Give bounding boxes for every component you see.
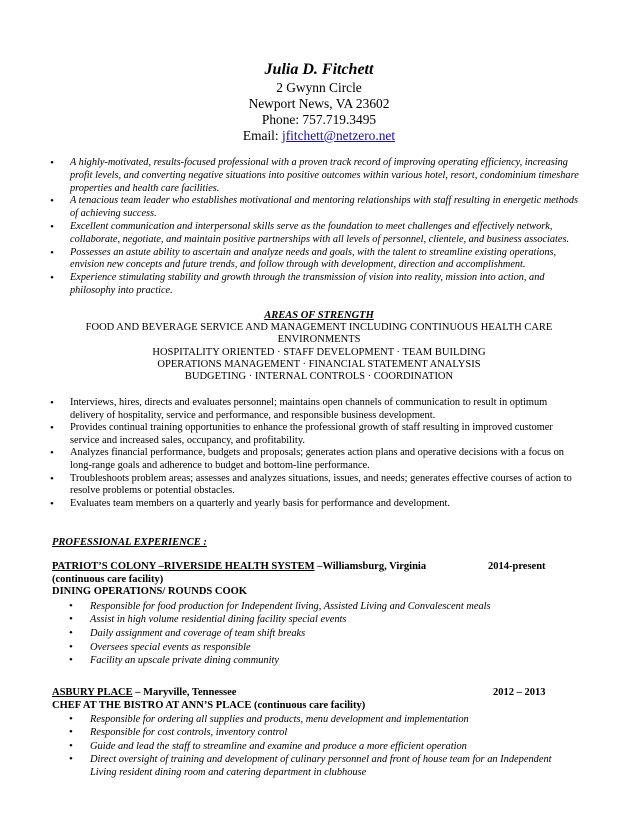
summary-item: • Experience stimulating stability and growth through the transmission of vision into reality, mission into action, and philosophy into practice. [70, 272, 585, 298]
company-name: ASBURY PLACE [52, 687, 133, 698]
address-line-1: 2 Gwynn Circle [276, 80, 362, 95]
job-bullets [90, 713, 572, 779]
job-bullet: • Facility an upscale private dining community [90, 654, 572, 668]
job-header [52, 561, 572, 574]
job-entry [52, 561, 572, 668]
duty-item: • Provides continual training opportunities to enhance the professional growth of staff resulting in improved customer service and increased sales, occupancy, and profitability. [70, 422, 575, 447]
job-bullet: • Guide and lead the staff to streamline and examine and produce a more efficient operation [90, 740, 572, 753]
areas-of-strength [0, 310, 638, 383]
job-bullet: • Responsible for food production for Independent living, Assisted Living and Convalescent meals [90, 600, 572, 614]
duty-item: • Evaluates team members on a quarterly and yearly basis for performance and development. [70, 498, 575, 511]
summary-item: • A highly-motivated, results-focused professional with a proven track record of improving operating efficiency, increasing profit levels, and converting negative situations into positive outcomes within various hotel, resort, condominium timeshare properties and health care facilities. [70, 157, 585, 195]
duties-list [70, 397, 575, 510]
email-line [0, 128, 638, 144]
strength-line: FOOD AND BEVERAGE SERVICE AND MANAGEMENT INCLUDING CONTINUOUS HEALTH CARE [85, 322, 553, 334]
phone-line: Phone: 757.719.3495 [261, 112, 377, 127]
job-bullet: • Daily assignment and coverage of team shift breaks [90, 627, 572, 641]
email-link[interactable]: jfitchett@netzero.net [281, 128, 396, 143]
job-subtitle: (continuous care facility) [52, 573, 164, 585]
summary-item: • A tenacious team leader who establishes motivational and mentoring relationships with staff resulting in energetic methods of achieving success. [70, 195, 585, 221]
summary-list [70, 157, 585, 298]
contact-header [0, 60, 638, 144]
job-location: –Williamsburg, Virginia [314, 561, 427, 572]
strength-line: OPERATIONS MANAGEMENT · FINANCIAL STATEMENT ANALYSIS [157, 358, 481, 370]
job-position: DINING OPERATIONS/ ROUNDS COOK [52, 586, 247, 598]
strength-line: ENVIRONMENTS [277, 334, 361, 346]
job-bullet: • Responsible for ordering all supplies and products, menu development and implementation [90, 713, 572, 726]
experience-heading: PROFESSIONAL EXPERIENCE : [52, 537, 207, 548]
job-bullet: • Direct oversight of training and development of culinary personnel and front of house team for an Independent Living resident dining room and catering department in clubhouse [90, 753, 572, 780]
job-header [52, 687, 572, 700]
email-label: Email: [242, 128, 282, 143]
duty-item: • Troubleshoots problem areas; assesses and analyzes situations, issues, and needs; generates effective courses of action to resolve problems or potential obstacles. [70, 473, 575, 498]
summary-item: • Excellent communication and interpersonal skills serve as the foundation to meet challenges and effectively network, collaborate, negotiate, and maintain positive partnerships with all levels of personnel, clientele, and business associates. [70, 221, 585, 247]
job-dates: 2014-present [488, 561, 546, 572]
job-dates: 2012 – 2013 [493, 687, 546, 698]
duty-item: • Analyzes financial performance, budgets and proposals; generates action plans and operative decisions with a focus on long-range goals and adherence to budget and bottom-line performance. [70, 447, 575, 472]
job-bullet: • Responsible for cost controls, inventory control [90, 726, 572, 739]
job-bullet: • Oversees special events as responsible [90, 641, 572, 655]
address-line-2: Newport News, VA 23602 [248, 96, 390, 111]
summary-item: • Possesses an astute ability to ascertain and analyze needs and goals, with the talent to streamline existing operations, envision new concepts and future trends, and follow through with development, direction and accomplishment. [70, 247, 585, 273]
company-name: PATRIOT’S COLONY –RIVERSIDE HEALTH SYSTEM [52, 561, 315, 572]
job-bullet: • Assist in high volume residential dining facility special events [90, 613, 572, 627]
job-bullets [90, 600, 572, 668]
duty-item: • Interviews, hires, directs and evaluates personnel; maintains open channels of communication to result in optimum delivery of hospitality, service and performance, and responsible business development. [70, 397, 575, 422]
strength-line: HOSPITALITY ORIENTED · STAFF DEVELOPMENT · TEAM BUILDING [152, 346, 486, 358]
strength-line: BUDGETING · INTERNAL CONTROLS · COORDINATION [184, 371, 454, 383]
job-location: – Maryville, Tennessee [132, 687, 237, 698]
candidate-name: Julia D. Fitchett [264, 61, 374, 78]
job-entry [52, 687, 572, 780]
job-position: CHEF AT THE BISTRO AT ANN’S PLACE (continuous care facility) [52, 699, 366, 711]
areas-title: AREAS OF STRENGTH [264, 310, 374, 321]
